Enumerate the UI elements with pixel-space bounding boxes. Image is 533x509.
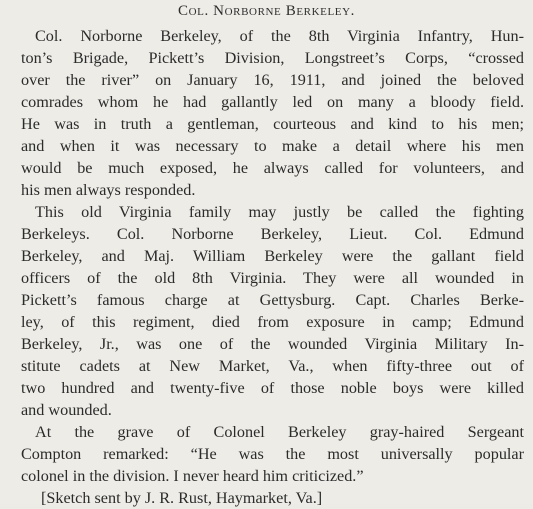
- text-line: and when it was necessary to make a detail where his men: [21, 137, 524, 155]
- text-line: his men always responded.: [21, 181, 196, 199]
- text-line: Berkeley, and Maj. William Berkeley were the gallant field: [21, 247, 524, 265]
- text-line: Pickett’s famous charge at Gettysburg. Capt. Charles Berke-: [21, 291, 524, 309]
- text-line: ton’s Brigade, Pickett’s Division, Longstreet’s Corps, “crossed: [21, 49, 524, 67]
- text-line: two hundred and twenty-five of those noble boys were killed: [21, 379, 524, 397]
- text-line: Col. Norborne Berkeley, of the 8th Virginia Infantry, Hun-: [35, 27, 524, 45]
- text-line: comrades whom he had gallantly led on many a bloody field.: [21, 93, 524, 111]
- text-line: Compton remarked: “He was the most universally popular: [21, 445, 524, 463]
- article-title: Col. Norborne Berkeley.: [178, 3, 355, 19]
- text-line: over the river” on January 16, 1911, and joined the beloved: [21, 71, 524, 89]
- text-line: Berkeley, Jr., was one of the wounded Virginia Military In-: [21, 335, 524, 353]
- text-line: ley, of this regiment, died from exposure in camp; Edmund: [21, 313, 524, 331]
- sketch-credit: [Sketch sent by J. R. Rust, Haymarket, Va.]: [41, 489, 323, 507]
- text-line: would be much exposed, he always called for volunteers, and: [21, 159, 524, 177]
- text-line: Berkeleys. Col. Norborne Berkeley, Lieut. Col. Edmund: [21, 225, 524, 243]
- text-line: He was in truth a gentleman, courteous and kind to his men;: [21, 115, 524, 133]
- text-line: colonel in the division. I never heard him criticized.”: [21, 467, 364, 485]
- text-line: officers of the old 8th Virginia. They were all wounded in: [21, 269, 524, 287]
- article-body: [21, 25, 524, 509]
- text-line: At the grave of Colonel Berkeley gray-haired Sergeant: [35, 423, 524, 441]
- text-line: This old Virginia family may justly be called the fighting: [35, 203, 524, 221]
- text-line: and wounded.: [21, 401, 112, 419]
- text-line: stitute cadets at New Market, Va., when fifty-three out of: [21, 357, 524, 375]
